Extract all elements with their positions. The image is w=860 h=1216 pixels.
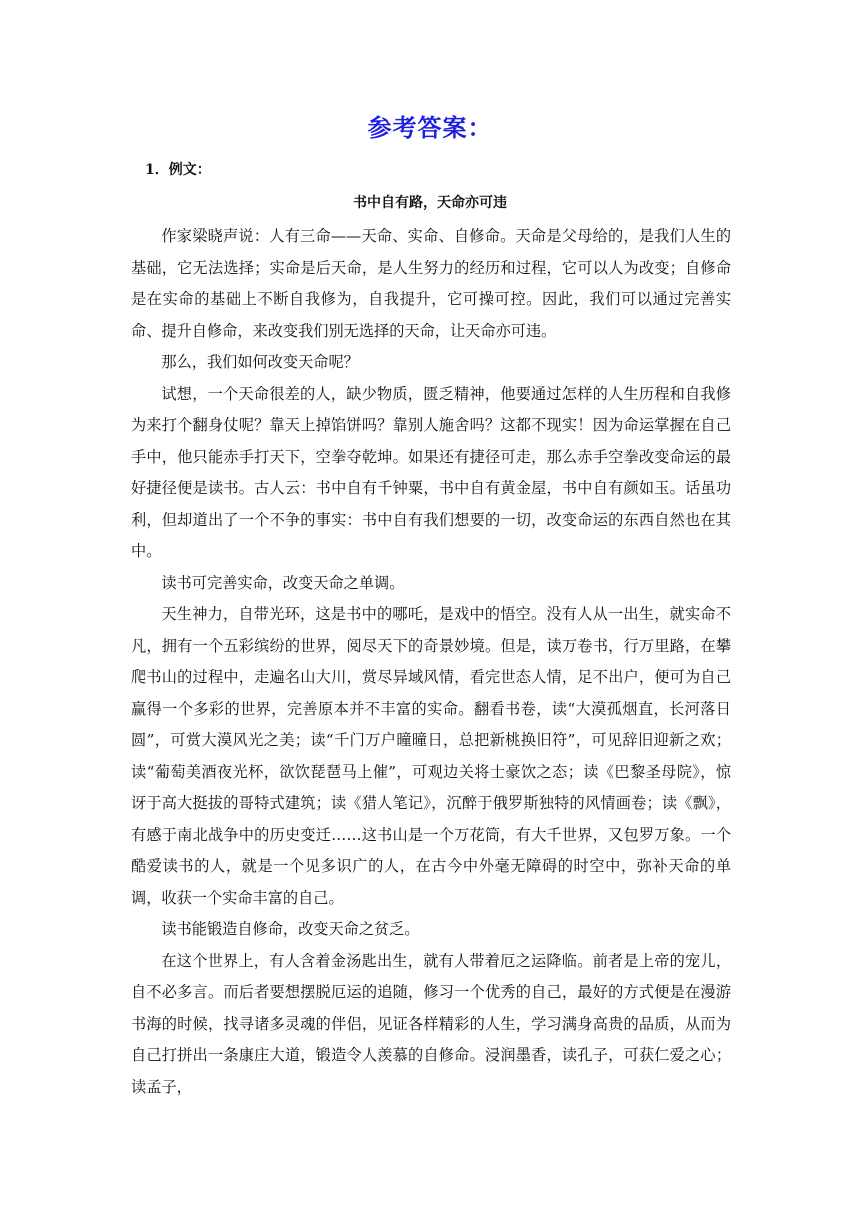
paragraph: 那么，我们如何改变天命呢？ — [161, 353, 359, 371]
essay-body — [131, 221, 731, 1103]
essay-title: 书中自有路，天命亦可违 — [353, 195, 507, 211]
paragraph: 作家梁晓声说：人有三命——天命、实命、自修命。天命是父母给的，是我们人生的基础，它无法选择；实命是后天命，是人生努力的经历和过程，它可以人为改变；自修命是在实命的基础上不断自我修为，自我提升，它可操可控。因此，我们可以通过完善实命、提升自修命，来改变我们别无选择的天命，让天命亦可违。 — [131, 227, 731, 340]
paragraph: 读书能锻造自修命，改变天命之贫乏。 — [161, 920, 420, 938]
question-label: 1．例文： — [145, 162, 211, 178]
paragraph: 读书可完善实命，改变天命之单调。 — [161, 573, 405, 592]
paragraph: 天生神力，自带光环，这是书中的哪吒，是戏中的悟空。没有人从一出生，就实命不凡，拥有一个五彩缤纷的世界，阅尽天下的奇景妙境。但是，读万卷书，行万里路，在攀爬书山的过程中，走遍名山大川，赏尽异域风情，看完世态人情，足不出户，便可为自己赢得一个多彩的世界，完善原本并不丰富的实命。翻看书卷，读“大漠孤烟直，长河落日圆”，可赏大漠风光之美；读“千门万户曈曈日，总把新桃换旧符”，可见辞旧迎新之欢；读“葡萄美酒夜光杯，欲饮琵琶马上催”，可观边关将士豪饮之态；读《巴黎圣母院》，惊讶于高大挺拔的哥特式建筑；读《猎人笔记》，沉醉于俄罗斯独特的风情画卷；读《飘》，有感于南北战争中的历史变迁……这书山是一个万花筒，有大千世界，又包罗万象。一个酷爱读书的人，就是一个见多识广的人，在古今中外毫无障碍的时空中，弥补天命的单调，收获一个实命丰富的自己。 — [131, 605, 731, 907]
paragraph: 试想，一个天命很差的人，缺少物质，匮乏精神，他要通过怎样的人生历程和自我修为来打个翻身仗呢？靠天上掉馅饼吗？靠别人施舍吗？这都不现实！因为命运掌握在自己手中，他只能赤手打天下，空拳夺乾坤。如果还有捷径可走，那么赤手空拳改变命运的最好捷径便是读书。古人云：书中自有千钟粟，书中自有黄金屋，书中自有颜如玉。话虽功利，但却道出了一个不争的事实：书中自有我们想要的一切，改变命运的东西自然也在其中。 — [131, 384, 731, 560]
paragraph: 在这个世界上，有人含着金汤匙出生，就有人带着厄之运降临。前者是上帝的宠儿，自不必多言。而后者要想摆脱厄运的追随，修习一个优秀的自己，最好的方式便是在漫游书海的时候，找寻诸多灵魂的伴侣，见证各样精彩的人生，学习满身高贵的品质，从而为自己打拼出一条康庄大道，锻造令人羡慕的自修命。浸润墨香，读孔子，可获仁爱之心；读孟子， — [131, 951, 731, 1096]
answer-heading: 参考答案： — [367, 114, 493, 142]
